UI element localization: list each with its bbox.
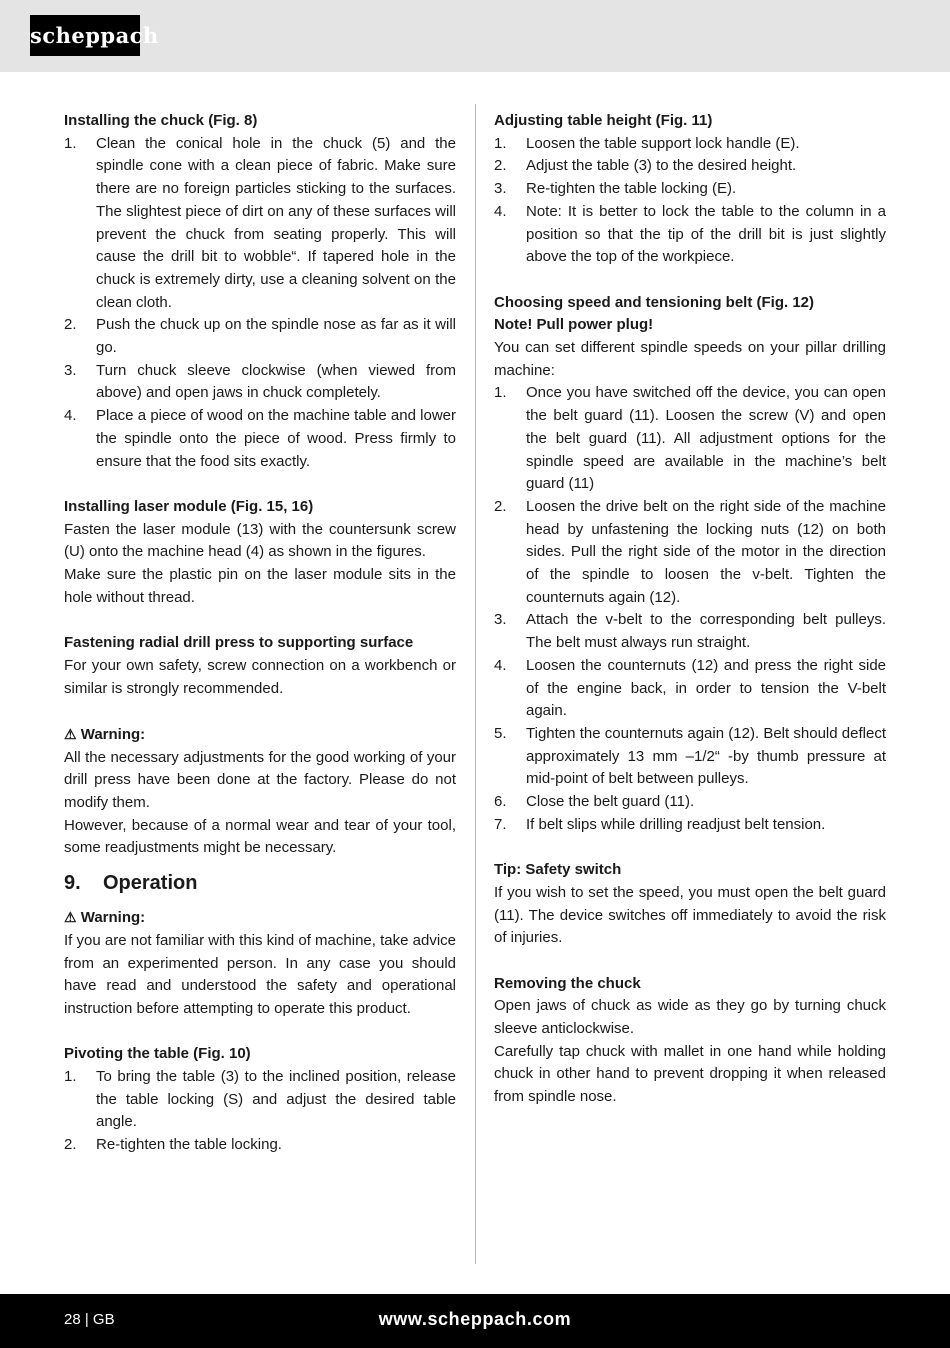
list-item: 4. Note: It is better to lock the table to the column in a position so that the tip of the drill bit is just slightly above the top of the workpiece. <box>494 202 886 266</box>
list-item: 4. Place a piece of wood on the machine table and lower the spindle onto the piece of wood. Press firmly to ensure that the food sits exactly. <box>64 407 456 470</box>
warning-heading: ⚠ Warning: <box>64 909 146 927</box>
warning-heading: ⚠ Warning: <box>64 725 146 743</box>
fastening-paragraph: For your own safety, screw connection on a workbench or similar is strongly recommended. <box>64 656 456 697</box>
warning-paragraph: All the necessary adjustments for the good working of your drill press have been done at the factory. Please do not modify them. <box>64 748 456 812</box>
laser-paragraph: Make sure the plastic pin on the laser module sits in the hole without thread. <box>64 566 456 606</box>
list-item: 1. To bring the table (3) to the inclined position, release the table locking (S) and adjust the desired table angle. <box>64 1068 456 1131</box>
tip-paragraph: If you wish to set the speed, you must open the belt guard (11). The device switches off immediately to avoid the risk of injuries. <box>494 883 886 947</box>
warning-paragraph: However, because of a normal wear and tear of your tool, some readjustments might be necessary. <box>64 816 456 857</box>
remove-heading: Removing the chuck <box>494 974 641 992</box>
speed-steps <box>494 382 886 836</box>
warning-paragraph: If you are not familiar with this kind of machine, take advice from an experimented person. In any case you should have read and understood the safety and operational instruction before attempting to operate this product. <box>64 931 456 1017</box>
remove-paragraph: Carefully tap chuck with mallet in one hand while holding chuck in other hand to prevent dropping it when released from spindle nose. <box>494 1042 886 1106</box>
list-item: 2. Re-tighten the table locking. <box>64 1136 282 1154</box>
speed-note: Note! Pull power plug! <box>494 316 654 334</box>
tip-heading: Tip: Safety switch <box>494 861 622 879</box>
pivot-steps <box>64 1066 456 1157</box>
height-heading: Adjusting table height (Fig. 11) <box>494 112 713 129</box>
height-steps <box>494 133 886 269</box>
left-column <box>64 110 456 1157</box>
list-item: 6. Close the belt guard (11). <box>494 793 695 811</box>
laser-paragraph: Fasten the laser module (13) with the countersunk screw (U) onto the machine head (4) as shown in the figures. <box>64 520 456 561</box>
list-item: 3. Re-tighten the table locking (E). <box>494 180 737 198</box>
speed-intro: You can set different spindle speeds on your pillar drilling machine: <box>494 339 886 379</box>
list-item: 2. Loosen the drive belt on the right side of the machine head by unfastening the locking nuts (12) on both sides. Pull the right side of the motor in the direction of the spindle to loosen the v-belt. Tighten the counternuts again (12). <box>494 497 886 606</box>
list-item: 1. Clean the conical hole in the chuck (5) and the spindle cone with a clean piece of fabric. Make sure there are no foreign particles sticking to the surfaces. The slightest piece of dirt on any of these surfaces will prevent the chuck from seating properly. This will cause the drill bit to wobble“. If tapered hole in the chuck is extremely dirty, use a cleaning solvent on the clean cloth. <box>64 134 456 311</box>
laser-heading: Installing laser module (Fig. 15, 16) <box>64 497 314 515</box>
speed-heading: Choosing speed and tensioning belt (Fig. 12) <box>494 293 815 311</box>
page-number: 28 | GB <box>64 1311 115 1328</box>
column-divider <box>475 104 476 1264</box>
list-item: 1. Once you have switched off the device, you can open the belt guard (11). Loosen the screw (V) and open the belt guard (11). All adjustment options for the spindle speed are available in the machine’s belt guard (11) <box>494 384 886 493</box>
list-item: 7. If belt slips while drilling readjust belt tension. <box>494 815 826 833</box>
list-item: 2. Push the chuck up on the spindle nose as far as it will go. <box>64 316 456 357</box>
fastening-heading: Fastening radial drill press to supporting surface <box>64 634 414 652</box>
chuck-heading: Installing the chuck (Fig. 8) <box>64 112 258 129</box>
brand-logo: scheppach <box>30 15 140 56</box>
list-item: 1. Loosen the table support lock handle (E). <box>494 134 800 152</box>
page-header <box>0 0 950 72</box>
list-item: 4. Loosen the counternuts (12) and press the right side of the engine back, in order to tension the V-belt again. <box>494 656 886 720</box>
warning-icon: ⚠ <box>64 725 77 742</box>
warning-icon: ⚠ <box>64 909 77 926</box>
list-item: 3. Turn chuck sleeve clockwise (when viewed from above) and open jaws in chuck completely. <box>64 361 456 402</box>
pivot-heading: Pivoting the table (Fig. 10) <box>64 1045 251 1063</box>
right-column <box>494 110 886 1109</box>
website-link[interactable]: www.scheppach.com <box>378 1309 572 1329</box>
remove-paragraph: Open jaws of chuck as wide as they go by turning chuck sleeve anticlockwise. <box>494 997 886 1038</box>
page-footer <box>0 1294 950 1348</box>
chuck-steps <box>64 133 456 474</box>
list-item: 5. Tighten the counternuts again (12). Belt should deflect approximately 13 mm –1/2“ -by thumb pressure at mid-point of belt between pulleys. <box>494 724 886 788</box>
section-title: 9. Operation <box>64 872 198 895</box>
list-item: 3. Attach the v-belt to the corresponding belt pulleys. The belt must always run straight. <box>494 611 886 652</box>
list-item: 2. Adjust the table (3) to the desired height. <box>494 157 797 175</box>
